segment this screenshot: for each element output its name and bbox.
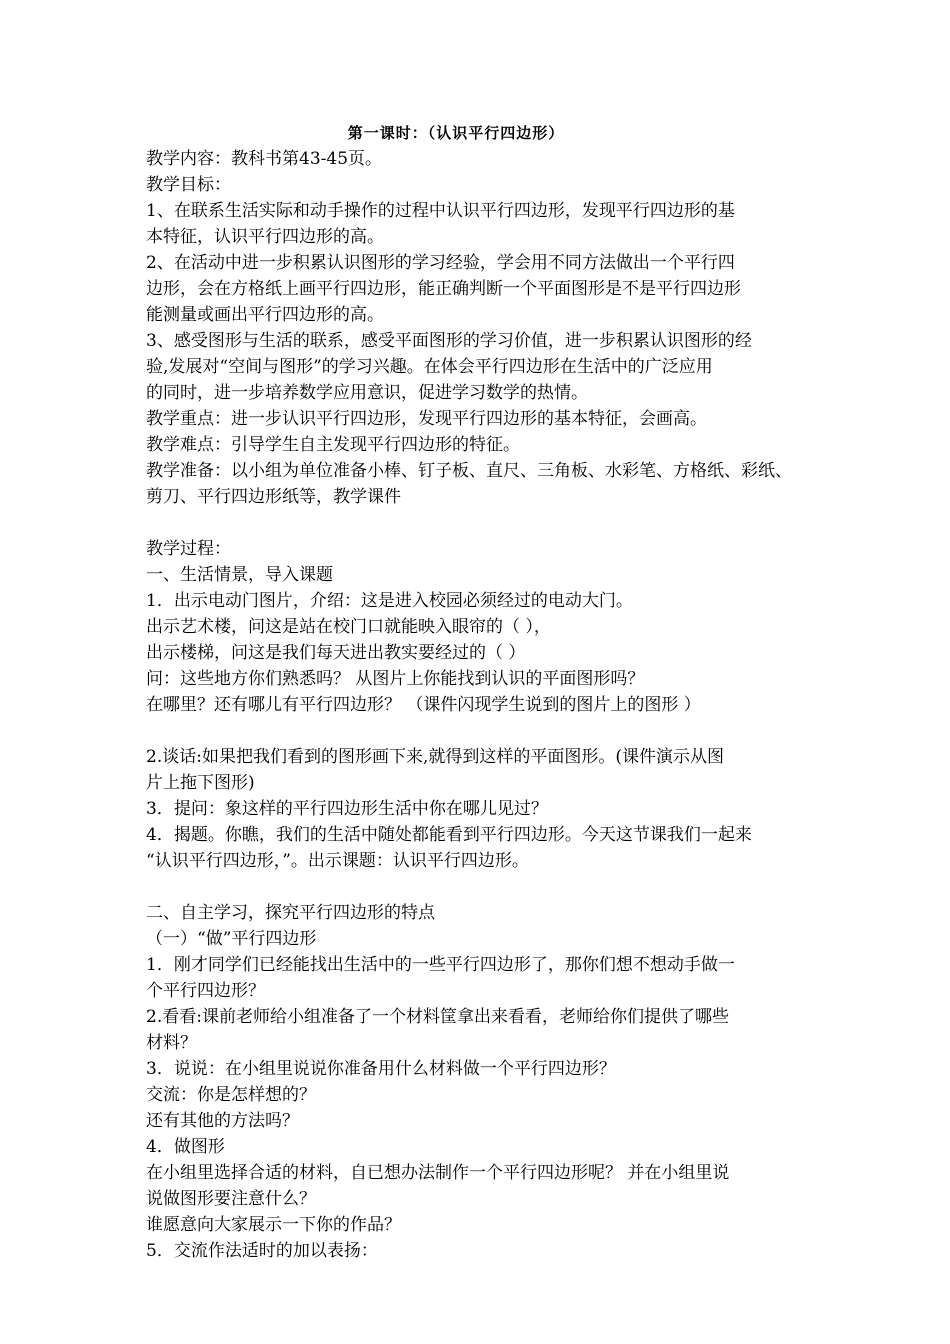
text-line: 2.看看:课前老师给小组准备了一个材料筐拿出来看看，老师给你们提供了哪些: [146, 1007, 729, 1027]
text-line: 剪刀、平行四边形纸等，教学课件: [146, 487, 401, 507]
text-line: 说做图形要注意什么？: [146, 1189, 316, 1209]
text-line: 边形，会在方格纸上画平行四边形，能正确判断一个平面图形是不是平行四边形: [146, 279, 741, 299]
text-line: 本特征，认识平行四边形的高。: [146, 227, 384, 247]
blank-line: [146, 718, 826, 744]
text-line: “认识平行四边形，”。出示课题：认识平行四边形。: [146, 851, 529, 871]
text-line: 还有其他的方法吗？: [146, 1111, 299, 1131]
text-line: 的同时，进一步培养数学应用意识，促进学习数学的热情。: [146, 383, 588, 403]
text-line: 材料？: [146, 1033, 197, 1053]
text-line: 2、在活动中进一步积累认识图形的学习经验，学会用不同方法做出一个平行四: [146, 253, 735, 273]
text-line: 个平行四边形？: [146, 981, 265, 1001]
text-line: 验,发展对“空间与图形”的学习兴趣。在体会平行四边形在生活中的广泛应用: [146, 357, 713, 377]
text-line: 教学目标：: [146, 175, 231, 195]
text-line: 在哪里？还有哪儿有平行四边形？ （课件闪现学生说到的图片上的图形 ）: [146, 695, 701, 715]
text-line: 1．出示电动门图片，介绍：这是进入校园必须经过的电动大门。: [146, 591, 633, 611]
blank-line: [146, 510, 826, 536]
text-line: 3、感受图形与生活的联系，感受平面图形的学习价值，进一步积累认识图形的经: [146, 331, 752, 351]
text-line: 2.谈话:如果把我们看到的图形画下来,就得到这样的平面图形。(课件演示从图: [146, 747, 724, 767]
text-line: 教学准备：以小组为单位准备小棒、钉子板、直尺、三角板、水彩笔、方格纸、彩纸、: [146, 461, 792, 481]
lesson-title: 第一课时：（认识平行四边形）: [347, 124, 565, 142]
text-line: 谁愿意向大家展示一下你的作品？: [146, 1215, 401, 1235]
text-line: 4．揭题。你瞧，我们的生活中随处都能看到平行四边形。今天这节课我们一起来: [146, 825, 752, 845]
text-line: 片上拖下图形): [146, 773, 255, 793]
text-line: 一、生活情景，导入课题: [146, 565, 333, 585]
text-line: 问：这些地方你们熟悉吗？ 从图片上你能找到认识的平面图形吗？: [146, 669, 645, 689]
text-line: 出示艺术楼，问这是站在校门口就能映入眼帘的（ ），: [146, 617, 551, 637]
text-line: 1．刚才同学们已经能找出生活中的一些平行四边形了，那你们想不想动手做一: [146, 955, 735, 975]
text-line: 在小组里选择合适的材料，自已想办法制作一个平行四边形呢？ 并在小组里说: [146, 1163, 730, 1183]
text-line: 教学过程：: [146, 539, 231, 559]
text-line: 能测量或画出平行四边形的高。: [146, 305, 384, 325]
text-line: 5．交流作法适时的加以表扬：: [146, 1241, 378, 1261]
document-page: [146, 120, 826, 1264]
text-line: 4．做图形: [146, 1137, 225, 1157]
text-line: （一）“做”平行四边形: [146, 929, 317, 949]
text-line: 教学难点：引导学生自主发现平行四边形的特征。: [146, 435, 520, 455]
text-line: 交流：你是怎样想的？: [146, 1085, 316, 1105]
text-line: 二、自主学习，探究平行四边形的特点: [146, 903, 435, 923]
text-line: 教学内容：教科书第43-45页。: [146, 149, 383, 169]
text-line: 出示楼梯，问这是我们每天进出教实要经过的（ ）: [146, 643, 526, 663]
text-line: 1、在联系生活实际和动手操作的过程中认识平行四边形，发现平行四边形的基: [146, 201, 735, 221]
text-line: 3．说说：在小组里说说你准备用什么材料做一个平行四边形？: [146, 1059, 616, 1079]
text-line: 教学重点：进一步认识平行四边形，发现平行四边形的基本特征，会画高。: [146, 409, 707, 429]
blank-line: [146, 874, 826, 900]
text-line: 3．提问：象这样的平行四边形生活中你在哪儿见过？: [146, 799, 548, 819]
